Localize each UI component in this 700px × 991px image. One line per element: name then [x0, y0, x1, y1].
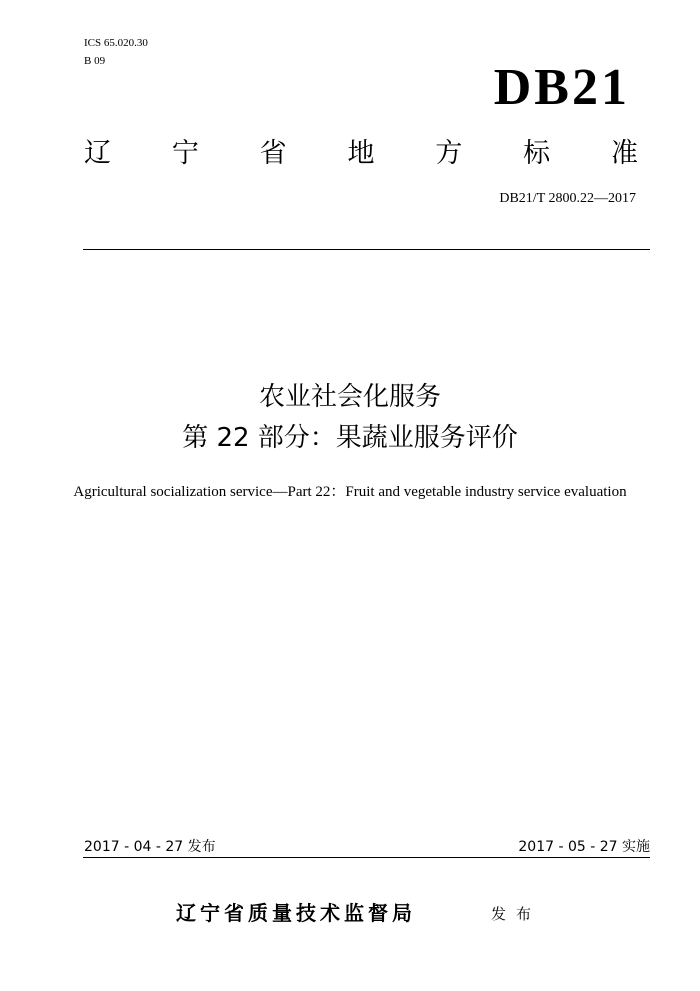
db21-logo: DB21: [493, 59, 630, 116]
standard-type-char: 准: [610, 138, 638, 169]
classification-code: B 09: [84, 55, 106, 67]
issue-date: 2017 - 04 - 27 发布: [84, 839, 216, 855]
issue-label: 发布: [491, 905, 542, 923]
footer-divider: [83, 857, 650, 858]
issuing-authority: 辽宁省质量技术监督局: [176, 901, 416, 925]
standard-type-heading: [84, 137, 638, 171]
title-cn-line1: 农业社会化服务: [258, 382, 441, 412]
header-divider: [83, 249, 650, 250]
standard-type-char: 宁: [171, 138, 199, 169]
standard-type-char: 省: [259, 138, 287, 169]
standard-type-char: 方: [435, 138, 463, 169]
ics-code: ICS 65.020.30: [84, 37, 148, 49]
implementation-date: 2017 - 05 - 27 实施: [518, 839, 650, 855]
standard-type-char: 标: [523, 138, 551, 169]
standard-type-char: 地: [347, 138, 375, 169]
title-en: Agricultural socialization service—Part 22：Fruit and vegetable industry service evaluation: [73, 484, 627, 500]
standard-type-char: 辽: [84, 138, 111, 169]
title-cn-line2: 第 22 部分：果蔬业服务评价: [182, 423, 518, 453]
standard-number: DB21/T 2800.22—2017: [499, 191, 636, 206]
